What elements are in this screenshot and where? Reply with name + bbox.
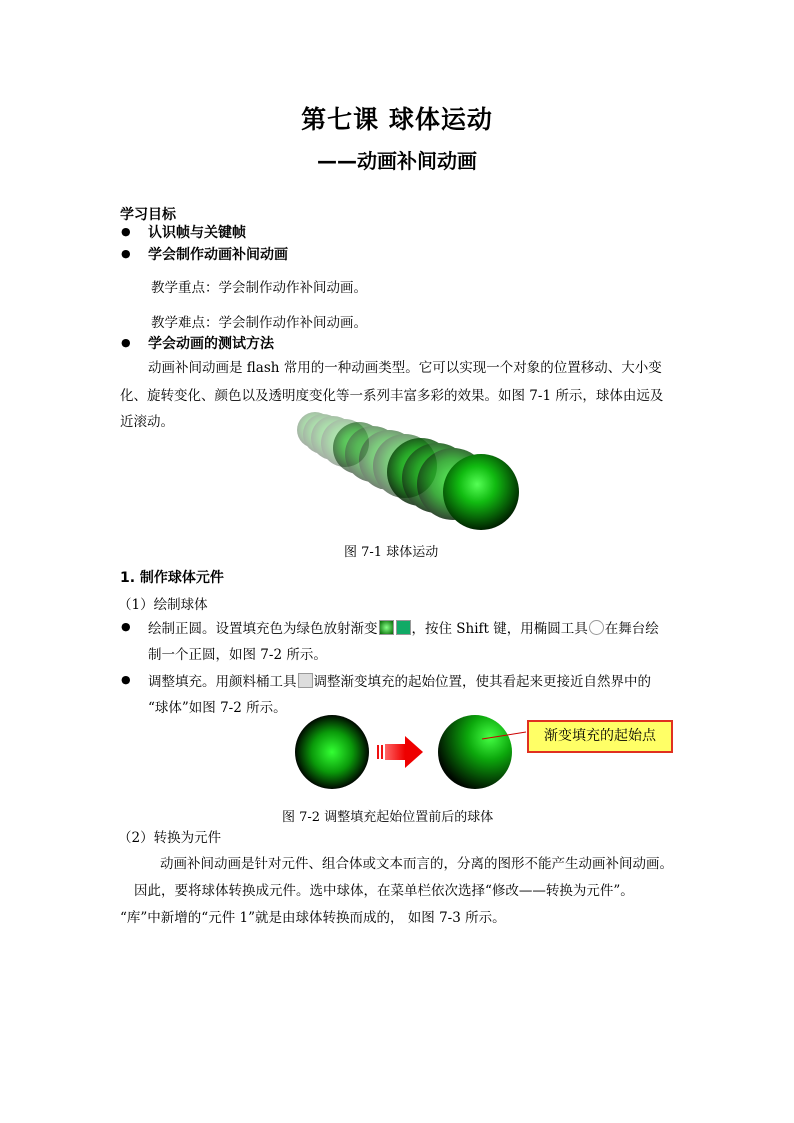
- intro-line-1: 动画补间动画是 flash 常用的一种动画类型。它可以实现一个对象的位置移动、大小变: [148, 360, 662, 376]
- bullet-icon: ●: [121, 673, 131, 686]
- color-swatch-icon: [396, 620, 411, 635]
- bullet-icon: ●: [121, 247, 131, 260]
- step2-line1: [148, 670, 651, 690]
- goal-item-3: 学会动画的测试方法: [148, 336, 274, 352]
- oval-tool-icon: [589, 620, 604, 635]
- gradient-adjust-figure: [290, 712, 530, 792]
- ball-front: [443, 454, 519, 530]
- rolling-ball-figure: [285, 408, 525, 538]
- fig1-caption: 图 7-1 球体运动: [344, 545, 439, 560]
- fig2-caption: 图 7-2 调整填充起始位置前后的球体: [282, 810, 494, 825]
- goal-item-2: 学会制作动画补间动画: [148, 247, 288, 263]
- ball-before: [295, 715, 369, 789]
- step1-text-a: 绘制正圆。设置填充色为绿色放射渐变: [148, 621, 378, 637]
- bullet-icon: ●: [121, 620, 131, 633]
- goals-heading: 学习目标: [120, 207, 176, 223]
- arrow-icon: [377, 736, 423, 768]
- page-title: 第七课 球体运动: [301, 105, 493, 134]
- page-subtitle: ——动画补间动画: [317, 149, 477, 173]
- bullet-icon: ●: [121, 225, 131, 238]
- section2-sub2: （2）转换为元件: [118, 830, 222, 846]
- radial-gradient-fill-icon: [379, 620, 394, 635]
- key-point: 教学重点：学会制作动作补间动画。: [151, 280, 367, 296]
- section1-sub1: （1）绘制球体: [118, 597, 208, 613]
- ball-after: [438, 715, 512, 789]
- step1-text-b: ，按住 Shift 键，用椭圆工具: [411, 621, 588, 637]
- section2-line1: 动画补间动画是针对元件、组合体或文本而言的，分离的图形不能产生动画补间动画。: [160, 856, 673, 872]
- section2-line3: “库”中新增的“元件 1”就是由球体转换而成的， 如图 7-3 所示。: [120, 910, 506, 926]
- step1-text-c: 在舞台绘: [604, 621, 659, 637]
- callout-label: 渐变填充的起始点: [527, 720, 673, 753]
- section2-line2: 因此，要将球体转换成元件。选中球体，在菜单栏依次选择“修改——转换为元件”。: [134, 883, 634, 899]
- bullet-icon: ●: [121, 336, 131, 349]
- paint-bucket-icon: [298, 673, 313, 688]
- step2-text-b: 调整渐变填充的起始位置，使其看起来更接近自然界中的: [313, 674, 651, 690]
- step1-line1: [148, 617, 659, 637]
- step2-line2: “球体”如图 7-2 所示。: [148, 700, 287, 716]
- step2-text-a: 调整填充。用颜料桶工具: [148, 674, 297, 690]
- goal-item-1: 认识帧与关键帧: [148, 225, 246, 241]
- intro-line-2: 化、旋转变化、颜色以及透明度变化等一系列丰富多彩的效果。如图 7-1 所示，球体由远及: [120, 388, 664, 404]
- step1-line2: 制一个正圆，如图 7-2 所示。: [148, 647, 327, 663]
- difficult-point: 教学难点：学会制作动作补间动画。: [151, 315, 367, 331]
- intro-line-3: 近滚动。: [120, 414, 174, 430]
- section1-heading: 1. 制作球体元件: [120, 570, 224, 586]
